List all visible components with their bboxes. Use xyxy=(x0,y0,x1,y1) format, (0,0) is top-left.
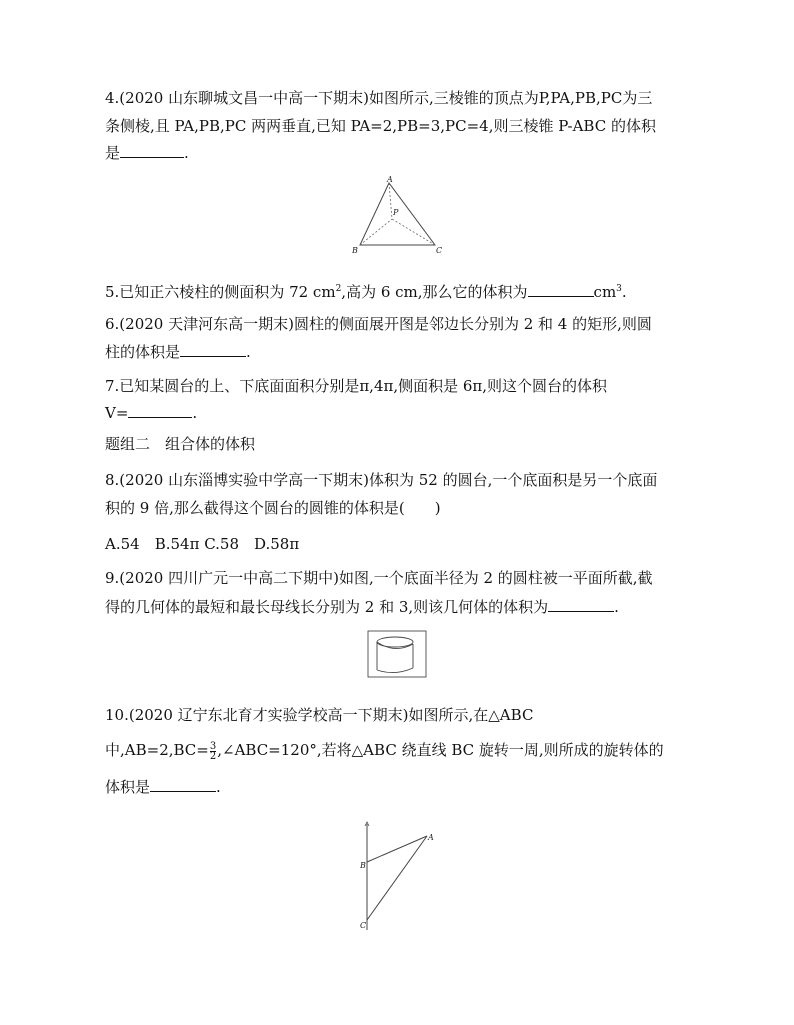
q4-label-a: A xyxy=(387,175,393,184)
q4-pyramid-figure xyxy=(345,175,450,257)
q7-line2-suffix: . xyxy=(192,404,198,422)
q4-label-b: B xyxy=(352,246,358,255)
q10-line2-prefix: 中,AB=2,BC= xyxy=(105,741,209,759)
q6-line2-suffix: . xyxy=(246,343,251,361)
q6-line2-prefix: 柱的体积是 xyxy=(105,343,181,361)
q5-sup-area: 2 xyxy=(335,284,342,294)
q9-line2-prefix: 得的几何体的最短和最长母线长分别为 2 和 3,则该几何体的体积为 xyxy=(105,598,549,616)
q10-label-a: A xyxy=(428,833,434,842)
q10-frac-den: 2 xyxy=(209,750,217,762)
q9-answer-blank xyxy=(548,597,614,612)
q5-line xyxy=(105,279,627,302)
q10-answer-blank xyxy=(150,777,216,792)
q9-line1: 9.(2020 四川广元一中高二下期中)如图,一个底面半径为 2 的圆柱被一平面所截,截 xyxy=(105,569,653,587)
q6-line1: 6.(2020 天津河东高一期末)圆柱的侧面展开图是邻边长分别为 2 和 4 的矩形,则圆 xyxy=(105,315,652,333)
q7-answer-blank xyxy=(128,403,192,418)
q4-line2: 条侧棱,且 PA,PB,PC 两两垂直,已知 PA=2,PB=3,PC=4,则三棱锥 P-ABC 的体积 xyxy=(105,117,656,135)
q10-line3 xyxy=(105,777,221,797)
q5-sup-volume: 3 xyxy=(616,284,622,294)
q10-label-b: B xyxy=(360,861,366,870)
q9-line2-suffix: . xyxy=(614,598,619,616)
q5-answer-blank xyxy=(528,282,594,297)
q4-label-c: C xyxy=(436,246,443,255)
q7-line2-prefix: V= xyxy=(105,404,129,422)
q7-line2 xyxy=(105,403,197,423)
q8-options: A.54 B.54π C.58 D.58π xyxy=(105,535,300,553)
q8-line1: 8.(2020 山东淄博实验中学高一下期末)体积为 52 的圆台,一个底面积是另一个底面 xyxy=(105,471,658,489)
q10-label-c: C xyxy=(360,921,367,930)
q6-line2 xyxy=(105,342,251,362)
q9-line2 xyxy=(105,597,619,617)
q10-line1: 10.(2020 辽宁东北育才实验学校高一下期末)如图所示,在△ABC xyxy=(105,706,534,724)
q8-line2: 积的 9 倍,那么截得这个圆台的圆锥的体积是( ) xyxy=(105,499,441,517)
q4-line3-suffix: . xyxy=(184,144,189,162)
q4-label-p: P xyxy=(393,208,399,217)
q10-fraction xyxy=(210,742,216,761)
q10-line2 xyxy=(105,740,664,761)
group2-title: 题组二 组合体的体积 xyxy=(105,435,256,453)
q10-frac-num: 3 xyxy=(209,740,217,752)
q5-unit: cm xyxy=(593,283,617,301)
q10-line3-prefix: 体积是 xyxy=(105,778,151,796)
q4-line3 xyxy=(105,143,189,163)
q4-answer-blank xyxy=(120,143,184,158)
q4-line3-prefix: 是 xyxy=(105,144,121,162)
q6-answer-blank xyxy=(180,342,246,357)
q10-line2-suffix: ,∠ABC=120°,若将△ABC 绕直线 BC 旋转一周,则所成的旋转体的 xyxy=(217,741,664,759)
q5-middle: ,高为 6 cm,那么它的体积为 xyxy=(341,283,528,301)
q5-prefix: 5.已知正六棱柱的侧面积为 72 cm xyxy=(105,283,336,301)
q10-triangle-figure xyxy=(355,818,440,936)
q9-cut-cylinder-figure xyxy=(367,630,427,678)
q5-suffix: . xyxy=(621,283,627,301)
q4-line1: 4.(2020 山东聊城文昌一中高一下期末)如图所示,三棱锥的顶点为P,PA,PB,PC为三 xyxy=(105,89,653,107)
q7-line1: 7.已知某圆台的上、下底面面积分别是π,4π,侧面积是 6π,则这个圆台的体积 xyxy=(105,377,608,395)
q10-line3-suffix: . xyxy=(216,778,221,796)
